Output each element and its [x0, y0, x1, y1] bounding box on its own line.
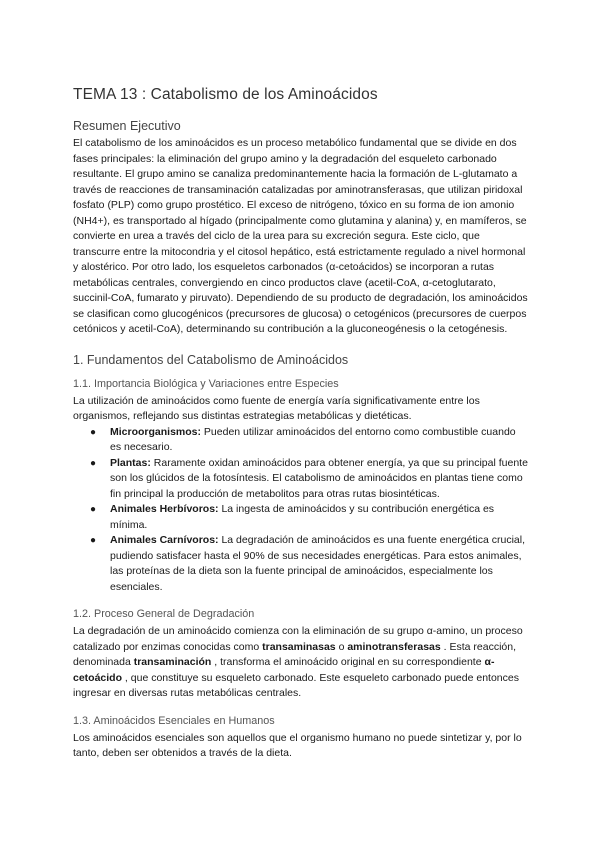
subsection-1-3-heading: 1.3. Aminoácidos Esenciales en Humanos — [73, 714, 275, 727]
list-item-term: Plantas: — [110, 456, 151, 469]
list-item-term: Microorganismos: — [110, 425, 202, 438]
subsection-1-1-heading: 1.1. Importancia Biológica y Variaciones entre Especies — [73, 377, 339, 390]
text-run: o — [335, 640, 348, 653]
term-transaminacion: transaminación — [133, 656, 212, 668]
term-alfa-cetoacido: α-cetoácido — [73, 656, 495, 684]
text-run: . Esta reacción, denominada — [73, 640, 517, 668]
list-item-term: Animales Herbívoros: — [110, 503, 219, 515]
bullet-icon: ● — [90, 426, 97, 438]
list-item — [73, 456, 528, 503]
summary-paragraph: El catabolismo de los aminoácidos es un proceso metabólico fundamental que se divide en dos fases principales: la eliminación del grupo amino y la degradación del esqueleto carbonado resultante. El grupo amino se canaliza predominantemente hacia la formación de L-glutamato a través de reacciones de transaminación catalizadas por aminotransferasas, que utilizan piridoxal fosfato (PLP) como grupo prostético. El exceso de nitrógeno, tóxico en su forma de ion amonio (NH4+), es transportado al hígado (principalmente como glutamina y alanina) y, en mamíferos, se convierte en urea a través del ciclo de la urea para su excreción segura. Este ciclo, que transcurre entre la mitocondria y el citosol hepático, está estrictamente regulado a nivel hormonal y alostérico. Por otro lado, los esqueletos carbonados (α-cetoácidos) se incorporan a rutas metabólicas centrales, convergiendo en cinco productos clave (acetil-CoA, α-cetoglutarato, succinil-CoA, fumarato y piruvato). Dependiendo de su producto de degradación, los aminoácidos se clasifican como glucogénicos (precursores de glucosa) o cetogénicos (precursores de cuerpos cetónicos y acetil-CoA), determinando su contribución a la gluconeogénesis o la cetogénesis. — [73, 137, 528, 335]
text-run: La degradación de un aminoácido comienza con la eliminación de su grupo α-amino, un proceso catalizado por enzimas conocidas como — [73, 625, 523, 653]
subsection-1-3-paragraph: Los aminoácidos esenciales son aquellos que el organismo humano no puede sintetizar y, por lo tanto, deben ser obtenidos a través de la dieta. — [73, 731, 522, 759]
text-run: , transforma el aminoácido original en su correspondiente — [211, 656, 485, 668]
term-transaminasas: transaminasas — [262, 640, 336, 653]
subsection-1-1-intro: La utilización de aminoácidos como fuente de energía varía significativamente entre los organismos, reflejando sus distintas estrategias metabólicas y dietéticas. — [73, 394, 480, 422]
organisms-list — [73, 425, 528, 596]
list-item-text: La degradación de aminoácidos es una fuente energética crucial, pudiendo satisfacer hasta el 90% de sus necesidades energéticas. Para estos animales, las proteínas de la dieta son la fuente principal de aminoácidos, especialmente los esenciales. — [110, 534, 526, 593]
subsection-1-2-heading: 1.2. Proceso General de Degradación — [73, 608, 255, 620]
list-item — [73, 425, 528, 456]
bullet-icon: ● — [90, 535, 97, 546]
document-title: TEMA 13 : Catabolismo de los Aminoácidos — [73, 86, 378, 103]
term-aminotransferasas: aminotransferasas — [347, 640, 441, 653]
bullet-icon: ● — [90, 504, 97, 515]
document-page — [73, 86, 528, 762]
list-item — [73, 502, 528, 533]
subsection-1-2-paragraph — [73, 624, 528, 702]
list-item-term: Animales Carnívoros: — [110, 534, 219, 546]
section-1-heading: 1. Fundamentos del Catabolismo de Aminoácidos — [73, 352, 349, 367]
text-run: , que constituye su esqueleto carbonado. Este esqueleto carbonado puede entonces ingresar en diversas rutas metabólicas centrales. — [73, 671, 519, 699]
list-item-text: Raramente oxidan aminoácidos para obtener energía, ya que su principal fuente son los glúcidos de la fotosíntesis. El catabolismo de aminoácidos en plantas tiene como fin principal la producción de metabolitos para otras rutas biosintéticas. — [110, 456, 528, 500]
list-item — [73, 533, 528, 595]
list-item-text: La ingesta de aminoácidos y su contribución energética es mínima. — [110, 503, 495, 531]
summary-heading: Resumen Ejecutivo — [73, 119, 181, 133]
list-item-text: Pueden utilizar aminoácidos del entorno como combustible cuando es necesario. — [110, 425, 516, 453]
bullet-icon: ● — [90, 457, 97, 469]
